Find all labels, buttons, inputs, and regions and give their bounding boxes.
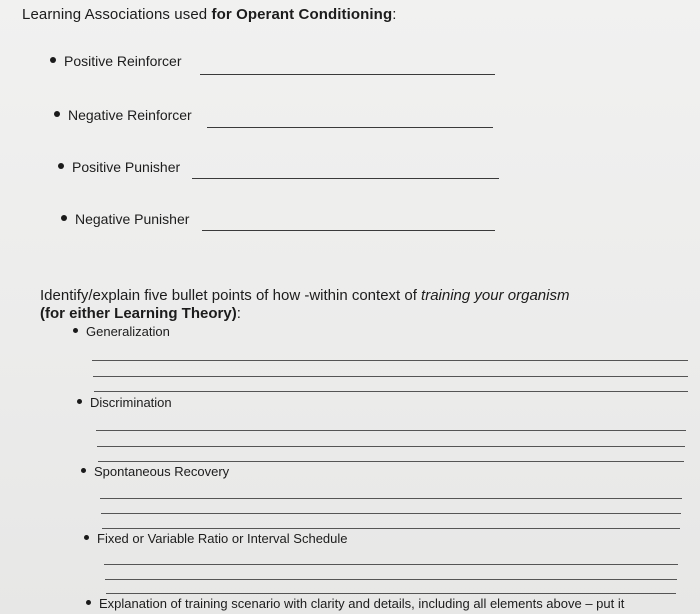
bullet-icon bbox=[81, 468, 86, 473]
assoc-label: Positive Reinforcer bbox=[64, 53, 182, 69]
theory-item-label: Generalization bbox=[86, 324, 170, 339]
theory-item-label: Discrimination bbox=[90, 395, 172, 410]
answer-line[interactable] bbox=[200, 74, 495, 75]
list-item-spontaneous-recovery bbox=[81, 464, 229, 479]
answer-line[interactable] bbox=[192, 178, 499, 179]
bullet-icon bbox=[84, 535, 89, 540]
answer-line[interactable] bbox=[207, 127, 493, 128]
bullet-icon bbox=[73, 328, 78, 333]
answer-line[interactable] bbox=[97, 446, 685, 447]
bullet-icon bbox=[58, 163, 64, 169]
theory-item-label: Explanation of training scenario with clarity and details, including all elements above – put it bbox=[99, 596, 625, 611]
theory-heading-line1: Identify/explain five bullet points of how -within context of training your organism bbox=[40, 287, 570, 304]
theory-item-label: Spontaneous Recovery bbox=[94, 464, 230, 479]
answer-line[interactable] bbox=[104, 564, 678, 565]
list-item-negative-reinforcer bbox=[54, 107, 192, 129]
list-item-explanation bbox=[86, 596, 624, 611]
list-item-generalization bbox=[73, 324, 170, 339]
list-item-reinforcement-schedule bbox=[84, 531, 348, 546]
assoc-label: Positive Punisher bbox=[72, 159, 181, 175]
theory-heading bbox=[40, 287, 569, 323]
bullet-icon bbox=[77, 399, 82, 404]
assoc-label: Negative Punisher bbox=[75, 211, 190, 227]
list-item-positive-reinforcer bbox=[50, 53, 182, 75]
answer-line[interactable] bbox=[106, 593, 676, 594]
answer-line[interactable] bbox=[93, 376, 688, 377]
operant-heading: Learning Associations used for Operant Conditioning: bbox=[22, 6, 397, 23]
answer-line[interactable] bbox=[105, 579, 677, 580]
theory-item-label: Fixed or Variable Ratio or Interval Schedule bbox=[97, 531, 348, 546]
bullet-icon bbox=[61, 215, 67, 221]
answer-line[interactable] bbox=[94, 391, 688, 392]
assoc-label: Negative Reinforcer bbox=[68, 107, 192, 123]
bullet-icon bbox=[54, 111, 60, 117]
answer-line[interactable] bbox=[96, 430, 686, 431]
answer-line[interactable] bbox=[102, 528, 680, 529]
list-item-negative-punisher bbox=[61, 211, 189, 233]
theory-heading-line2: (for either Learning Theory): bbox=[40, 305, 241, 322]
list-item-positive-punisher bbox=[58, 159, 180, 181]
answer-line[interactable] bbox=[100, 498, 682, 499]
answer-line[interactable] bbox=[92, 360, 688, 361]
bullet-icon bbox=[86, 600, 91, 605]
answer-line[interactable] bbox=[202, 230, 495, 231]
answer-line[interactable] bbox=[98, 461, 684, 462]
list-item-discrimination bbox=[77, 395, 172, 410]
bullet-icon bbox=[50, 57, 56, 63]
answer-line[interactable] bbox=[101, 513, 681, 514]
